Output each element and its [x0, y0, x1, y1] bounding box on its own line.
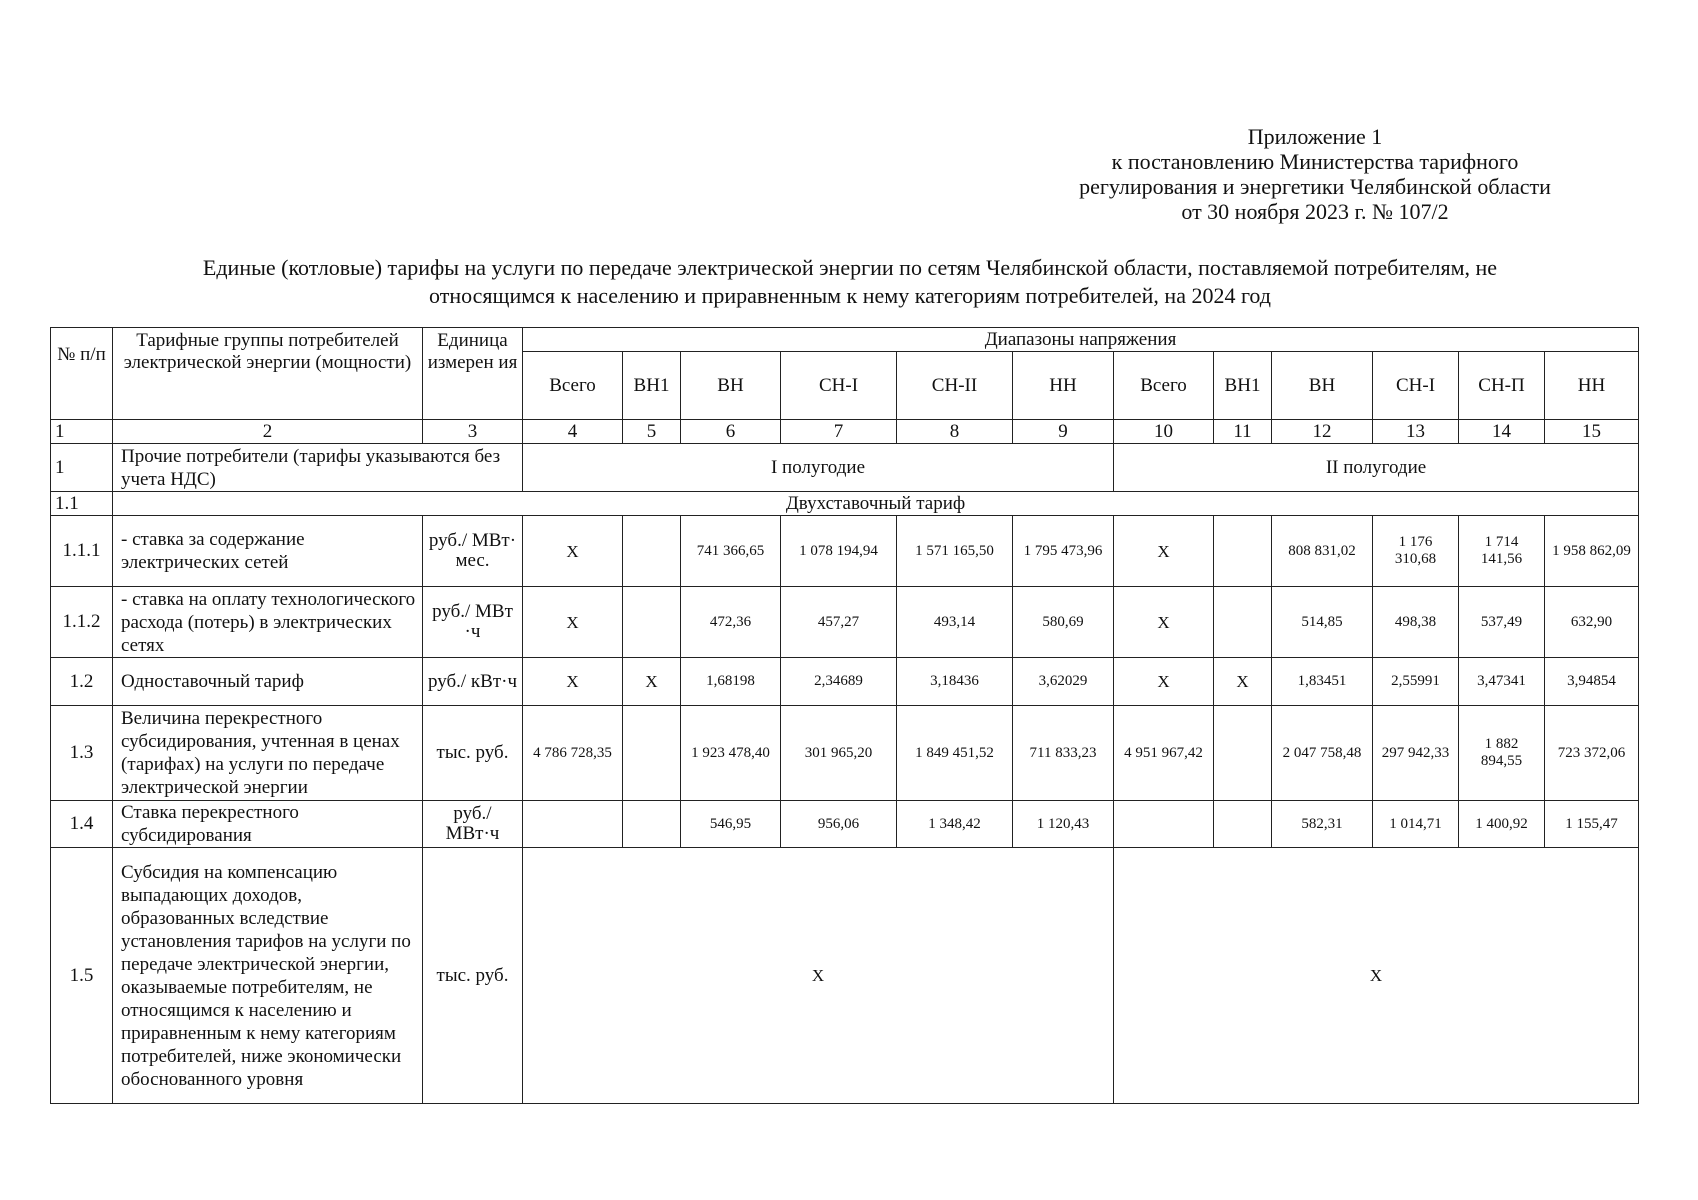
value-cell: 3,62029: [1013, 658, 1114, 706]
value-cell: 632,90: [1545, 587, 1639, 658]
column-number: 9: [1013, 420, 1114, 444]
header-col: НН: [1545, 352, 1639, 420]
value-cell: 3,94854: [1545, 658, 1639, 706]
column-number: 13: [1373, 420, 1459, 444]
value-cell: 1 014,71: [1373, 801, 1459, 848]
value-cell: 1 155,47: [1545, 801, 1639, 848]
row-name: Ставка перекрестного субсидирования: [113, 801, 423, 848]
column-number: 1: [51, 420, 113, 444]
row-unit: руб./ МВт ·ч: [423, 587, 523, 658]
column-number: 8: [897, 420, 1013, 444]
value-cell: X: [523, 658, 623, 706]
value-cell: [1214, 801, 1272, 848]
row-number: 1.4: [51, 801, 113, 848]
header-col: СН-П: [1459, 352, 1545, 420]
appendix-line: от 30 ноября 2023 г. № 107/2: [1181, 199, 1449, 224]
value-cell: 546,95: [681, 801, 781, 848]
column-number: 14: [1459, 420, 1545, 444]
row-unit: тыс. руб.: [423, 848, 523, 1104]
value-cell: 4 786 728,35: [523, 706, 623, 801]
value-cell: [623, 587, 681, 658]
value-cell: 1,68198: [681, 658, 781, 706]
row-unit: тыс. руб.: [423, 706, 523, 801]
row-name: Величина перекрестного субсидирования, учтенная в ценах (тарифах) на услуги по передаче электрической энергии: [113, 706, 423, 801]
value-cell: [623, 706, 681, 801]
column-number: 2: [113, 420, 423, 444]
column-number: 12: [1272, 420, 1373, 444]
row-number: 1.3: [51, 706, 113, 801]
value-cell: 3,47341: [1459, 658, 1545, 706]
value-cell: X: [1214, 658, 1272, 706]
table-row: [51, 801, 1639, 848]
value-cell: 711 833,23: [1013, 706, 1114, 801]
row-name: - ставка за содержание электрических сетей: [113, 516, 423, 587]
header-col: СН-II: [897, 352, 1013, 420]
value-cell: 1 923 478,40: [681, 706, 781, 801]
half-year-1: I полугодие: [523, 444, 1114, 492]
row-number: 1.2: [51, 658, 113, 706]
value-cell: [1214, 587, 1272, 658]
table-row: [51, 848, 1639, 1104]
row-unit: руб./ МВт·ч: [423, 801, 523, 848]
value-cell: 498,38: [1373, 587, 1459, 658]
header-col: НН: [1013, 352, 1114, 420]
header-col: СН-I: [1373, 352, 1459, 420]
value-cell: 493,14: [897, 587, 1013, 658]
header-col: ВН: [1272, 352, 1373, 420]
value-cell: 1 882 894,55: [1459, 706, 1545, 801]
header-col: ВН1: [1214, 352, 1272, 420]
table-row: [51, 492, 1639, 516]
value-cell: 4 951 967,42: [1114, 706, 1214, 801]
value-cell: 1 958 862,09: [1545, 516, 1639, 587]
column-number: 4: [523, 420, 623, 444]
merged-value-cell: X: [1114, 848, 1639, 1104]
table-row: [51, 658, 1639, 706]
document-title: [50, 254, 1650, 310]
value-cell: 2,55991: [1373, 658, 1459, 706]
value-cell: [623, 516, 681, 587]
value-cell: 582,31: [1272, 801, 1373, 848]
value-cell: 1,83451: [1272, 658, 1373, 706]
merged-value-cell: X: [523, 848, 1114, 1104]
value-cell: 723 372,06: [1545, 706, 1639, 801]
value-cell: 1 176 310,68: [1373, 516, 1459, 587]
row-number: 1.1.2: [51, 587, 113, 658]
row-name: Субсидия на компенсацию выпадающих доходов, образованных вследствие установления тарифов на услуги по передаче электрической энергии, оказываемые потребителям, не относящимся к населению и приравненным к нему категориям потребителей, ниже экономически обоснованного уровня: [113, 848, 423, 1104]
header-num: № п/п: [51, 328, 113, 420]
row-unit: руб./ МВт· мес.: [423, 516, 523, 587]
column-number: 11: [1214, 420, 1272, 444]
value-cell: 1 714 141,56: [1459, 516, 1545, 587]
half-year-2: II полугодие: [1114, 444, 1639, 492]
value-cell: 956,06: [781, 801, 897, 848]
section-title: Двухставочный тариф: [113, 492, 1639, 516]
value-cell: 808 831,02: [1272, 516, 1373, 587]
column-number: 15: [1545, 420, 1639, 444]
value-cell: 472,36: [681, 587, 781, 658]
table-row: [51, 587, 1639, 658]
header-unit: Единица измерен ия: [423, 328, 523, 420]
column-numbers-row: [51, 420, 1639, 444]
column-number: 5: [623, 420, 681, 444]
title-line: относящимся к населению и приравненным к нему категориям потребителей, на 2024 год: [429, 283, 1271, 308]
value-cell: X: [1114, 658, 1214, 706]
row-name: Прочие потребители (тарифы указываются без учета НДС): [113, 444, 523, 492]
table-row: [51, 516, 1639, 587]
column-number: 7: [781, 420, 897, 444]
appendix-line: Приложение 1: [1247, 124, 1383, 149]
value-cell: X: [1114, 516, 1214, 587]
value-cell: X: [523, 587, 623, 658]
row-name: - ставка на оплату технологического расхода (потерь) в электрических сетях: [113, 587, 423, 658]
row-number: 1.1: [51, 492, 113, 516]
header-col: Всего: [1114, 352, 1214, 420]
tariff-table: [50, 327, 1639, 1104]
row-name: Одноставочный тариф: [113, 658, 423, 706]
header-col: ВН1: [623, 352, 681, 420]
header-col: СН-I: [781, 352, 897, 420]
value-cell: 297 942,33: [1373, 706, 1459, 801]
appendix-header: [1000, 124, 1630, 224]
value-cell: 537,49: [1459, 587, 1545, 658]
title-line: Единые (котловые) тарифы на услуги по передаче электрической энергии по сетям Челябинской области, поставляемой потребителям, не: [202, 255, 1498, 280]
column-number: 10: [1114, 420, 1214, 444]
value-cell: X: [623, 658, 681, 706]
value-cell: 301 965,20: [781, 706, 897, 801]
value-cell: 2,34689: [781, 658, 897, 706]
value-cell: 741 366,65: [681, 516, 781, 587]
value-cell: [523, 801, 623, 848]
value-cell: 1 795 473,96: [1013, 516, 1114, 587]
table-row: [51, 444, 1639, 492]
value-cell: [1214, 706, 1272, 801]
header-col: ВН: [681, 352, 781, 420]
value-cell: 3,18436: [897, 658, 1013, 706]
value-cell: 1 571 165,50: [897, 516, 1013, 587]
value-cell: 514,85: [1272, 587, 1373, 658]
appendix-line: к постановлению Министерства тарифного: [1111, 149, 1519, 174]
header-col: Всего: [523, 352, 623, 420]
header-groups: Тарифные группы потребителей электрической энергии (мощности): [113, 328, 423, 420]
value-cell: [623, 801, 681, 848]
appendix-line: регулирования и энергетики Челябинской области: [1079, 174, 1551, 199]
value-cell: X: [1114, 587, 1214, 658]
value-cell: 1 348,42: [897, 801, 1013, 848]
table-row: [51, 706, 1639, 801]
value-cell: [1214, 516, 1272, 587]
value-cell: 2 047 758,48: [1272, 706, 1373, 801]
header-row: [51, 328, 1639, 352]
row-number: 1: [51, 444, 113, 492]
column-number: 6: [681, 420, 781, 444]
row-number: 1.1.1: [51, 516, 113, 587]
value-cell: 1 400,92: [1459, 801, 1545, 848]
value-cell: [1114, 801, 1214, 848]
row-number: 1.5: [51, 848, 113, 1104]
value-cell: 457,27: [781, 587, 897, 658]
row-unit: руб./ кВт·ч: [423, 658, 523, 706]
value-cell: X: [523, 516, 623, 587]
value-cell: 1 078 194,94: [781, 516, 897, 587]
value-cell: 580,69: [1013, 587, 1114, 658]
value-cell: 1 849 451,52: [897, 706, 1013, 801]
column-number: 3: [423, 420, 523, 444]
header-ranges: Диапазоны напряжения: [523, 328, 1639, 352]
value-cell: 1 120,43: [1013, 801, 1114, 848]
